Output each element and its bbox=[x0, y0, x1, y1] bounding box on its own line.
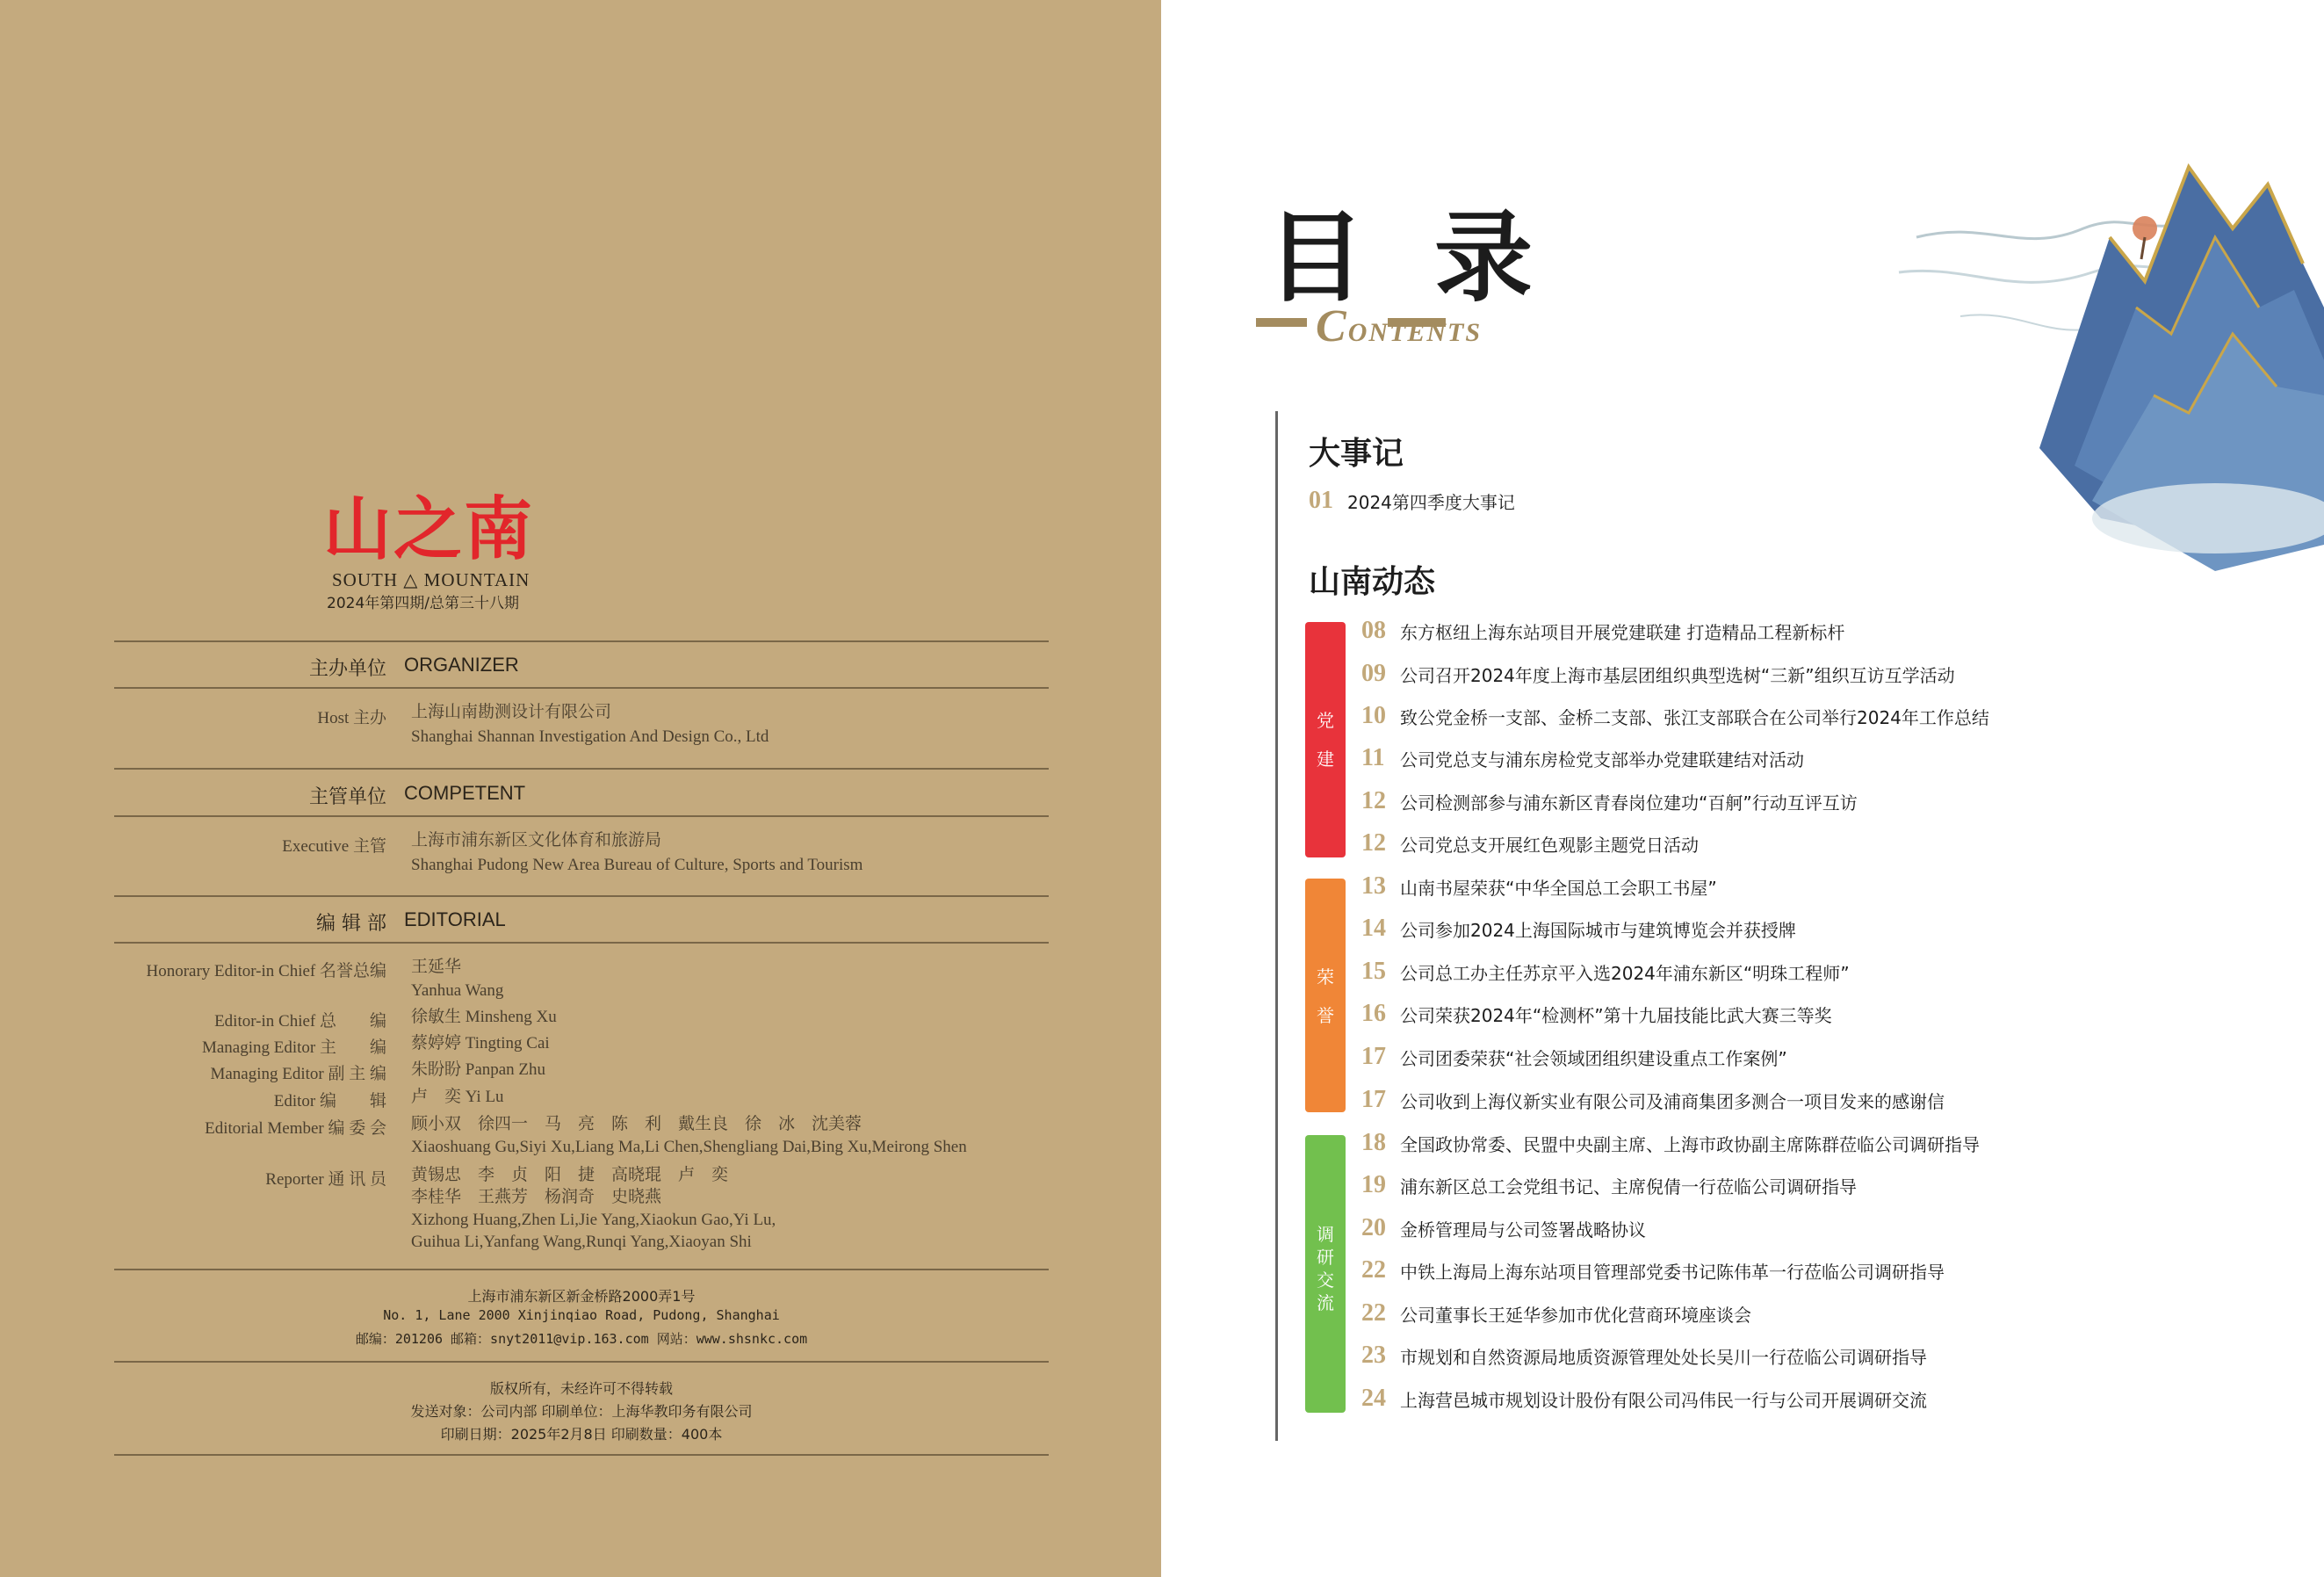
toc-entry[interactable] bbox=[1361, 1256, 1945, 1291]
entry-title: 公司召开2024年度上海市基层团组织典型选树“三新”组织互访互学活动 bbox=[1400, 664, 1955, 686]
entry-title: 中铁上海局上海东站项目管理部党委书记陈伟革一行莅临公司调研指导 bbox=[1400, 1261, 1945, 1283]
entry-title: 公司党总支与浦东房检党支部举办党建联建结对活动 bbox=[1400, 749, 1804, 770]
page-number: 24 bbox=[1361, 1385, 1386, 1412]
entry-title: 全国政协常委、民盟中央副主席、上海市政协副主席陈群莅临公司调研指导 bbox=[1400, 1133, 1980, 1155]
divider bbox=[114, 895, 1049, 897]
toc-entry[interactable] bbox=[1361, 1299, 1751, 1335]
organizer-heading bbox=[105, 654, 519, 680]
entry-title: 致公党金桥一支部、金桥二支部、张江支部联合在公司举行2024年工作总结 bbox=[1400, 706, 1989, 728]
toc-entry[interactable] bbox=[1361, 744, 1804, 779]
address-cn: 上海市浦东新区新金桥路2000弄1号 bbox=[467, 1288, 696, 1305]
page-number: 14 bbox=[1361, 915, 1386, 942]
editorial-label-cn: 编 辑 部 bbox=[316, 913, 386, 935]
toc-entry[interactable] bbox=[1361, 1043, 1787, 1078]
page-number: 22 bbox=[1361, 1299, 1386, 1327]
divider bbox=[114, 942, 1049, 944]
divider bbox=[114, 640, 1049, 642]
toc-entry[interactable] bbox=[1361, 829, 1699, 864]
entry-title: 市规划和自然资源局地质资源管理处处长吴川一行莅临公司调研指导 bbox=[1400, 1346, 1927, 1368]
page-number: 01 bbox=[1309, 487, 1333, 514]
distribution-info: 发送对象：公司内部 印刷单位：上海华教印务有限公司 bbox=[410, 1403, 753, 1420]
contents-title-en bbox=[1316, 300, 1482, 352]
editorial-member: 朱盼盼 Panpan Zhu bbox=[411, 1060, 546, 1079]
entry-title: 东方枢纽上海东站项目开展党建联建 打造精品工程新标杆 bbox=[1400, 621, 1845, 643]
address-en: No. 1, Lane 2000 Xinjinqiao Road, Pudong, Shanghai bbox=[383, 1307, 780, 1323]
divider bbox=[114, 687, 1049, 689]
page-number: 10 bbox=[1361, 702, 1386, 729]
toc-entry[interactable] bbox=[1361, 1342, 1927, 1377]
toc-entry[interactable] bbox=[1361, 1385, 1927, 1420]
editorial-role-label: Reporter 通 讯 员 bbox=[265, 1170, 386, 1189]
competent-label-cn: 主管单位 bbox=[308, 786, 386, 808]
toc-entry[interactable] bbox=[1361, 872, 1717, 908]
category-tag-honor: 荣 誉 bbox=[1305, 879, 1346, 1112]
editorial-member: 王延华 bbox=[411, 958, 462, 976]
magazine-title: 山之南 bbox=[323, 489, 535, 569]
toc-entry[interactable] bbox=[1361, 915, 1796, 950]
contents-title: 目 录 bbox=[1267, 200, 1550, 315]
editorial-role-label: Honorary Editor-in Chief 名誉总编 bbox=[146, 962, 386, 980]
toc-entry[interactable] bbox=[1361, 1086, 1945, 1121]
page-number: 17 bbox=[1361, 1043, 1386, 1070]
toc-entry[interactable] bbox=[1361, 702, 1989, 737]
editorial-member: 李桂华 王燕芳 杨润奇 史晓燕 bbox=[411, 1188, 662, 1206]
toc-entry[interactable] bbox=[1361, 1129, 1980, 1164]
divider bbox=[114, 1269, 1049, 1270]
entry-title: 上海营邑城市规划设计股份有限公司冯伟民一行与公司开展调研交流 bbox=[1400, 1389, 1927, 1411]
editorial-member: 卢 奕 Yi Lu bbox=[411, 1088, 504, 1106]
title-underline bbox=[1256, 318, 1307, 327]
executive-label: Executive 主管 bbox=[282, 837, 386, 856]
editorial-member: Xizhong Huang,Zhen Li,Jie Yang,Xiaokun Gao,Yi Lu, bbox=[411, 1211, 776, 1229]
entry-title: 公司党总支开展红色观影主题党日活动 bbox=[1400, 834, 1699, 856]
category-tag-research: 调 研 交 流 bbox=[1305, 1135, 1346, 1413]
category-tag-party: 党 建 bbox=[1305, 622, 1346, 857]
page-number: 08 bbox=[1361, 617, 1386, 644]
page-number: 09 bbox=[1361, 660, 1386, 687]
contents-title-initial: C bbox=[1316, 301, 1348, 351]
editorial-member: Yanhua Wang bbox=[411, 981, 504, 1000]
editorial-role-label: Editor 编 辑 bbox=[273, 1092, 386, 1110]
host-name-en: Shanghai Shannan Investigation And Design Co., Ltd bbox=[411, 727, 769, 746]
page-number: 18 bbox=[1361, 1129, 1386, 1156]
page-number: 20 bbox=[1361, 1214, 1386, 1241]
section-heading-events: 大事记 bbox=[1309, 435, 1404, 472]
editorial-member: Guihua Li,Yanfang Wang,Runqi Yang,Xiaoyan Shi bbox=[411, 1233, 752, 1251]
contents-page bbox=[1161, 0, 2324, 1577]
editorial-member: 黄锡忠 李 贞 阳 捷 高晓琨 卢 奕 bbox=[411, 1166, 729, 1184]
divider bbox=[114, 815, 1049, 817]
mountain-illustration bbox=[1881, 132, 2324, 580]
executive-name-cn: 上海市浦东新区文化体育和旅游局 bbox=[411, 831, 662, 850]
toc-entry[interactable] bbox=[1361, 958, 1850, 993]
entry-title: 山南书屋荣获“中华全国总工会职工书屋” bbox=[1400, 877, 1717, 899]
page-number: 12 bbox=[1361, 787, 1386, 814]
editorial-label-en: EDITORIAL bbox=[404, 908, 506, 930]
page-number: 16 bbox=[1361, 1000, 1386, 1027]
entry-title: 公司总工办主任苏京平入选2024年浦东新区“明珠工程师” bbox=[1400, 962, 1850, 984]
editorial-member: 蔡婷婷 Tingting Cai bbox=[411, 1034, 550, 1053]
divider bbox=[114, 1361, 1049, 1363]
magazine-subtitle: SOUTH △ MOUNTAIN bbox=[332, 569, 530, 590]
executive-name-en: Shanghai Pudong New Area Bureau of Culture, Sports and Tourism bbox=[411, 856, 863, 874]
toc-entry[interactable] bbox=[1361, 1000, 1832, 1035]
print-info: 印刷日期：2025年2月8日 印刷数量：400本 bbox=[440, 1426, 723, 1443]
toc-entry[interactable] bbox=[1361, 1171, 1857, 1206]
competent-label-en: COMPETENT bbox=[404, 782, 526, 804]
editorial-role-label: Editor-in Chief 总 编 bbox=[214, 1012, 386, 1031]
editorial-member: 顾小双 徐四一 马 亮 陈 利 戴生良 徐 冰 沈美蓉 bbox=[411, 1115, 862, 1133]
entry-title: 公司收到上海仪新实业有限公司及浦商集团多测合一项目发来的感谢信 bbox=[1400, 1090, 1945, 1112]
host-name-cn: 上海山南勘测设计有限公司 bbox=[411, 703, 612, 721]
section-heading-news: 山南动态 bbox=[1309, 563, 1436, 600]
toc-entry[interactable] bbox=[1361, 787, 1858, 822]
editorial-role-label: Managing Editor 主 编 bbox=[201, 1038, 386, 1057]
toc-entry[interactable] bbox=[1309, 487, 1515, 522]
organizer-label-en: ORGANIZER bbox=[404, 654, 519, 676]
editorial-heading bbox=[105, 908, 506, 935]
toc-entry[interactable] bbox=[1361, 1214, 1646, 1249]
entry-title: 公司董事长王延华参加市优化营商环境座谈会 bbox=[1400, 1304, 1751, 1326]
copyright-notice: 版权所有，未经许可不得转载 bbox=[489, 1380, 673, 1397]
colophon-page bbox=[0, 0, 1161, 1577]
toc-entry[interactable] bbox=[1361, 660, 1955, 695]
toc-entry[interactable] bbox=[1361, 617, 1844, 652]
entry-title: 金桥管理局与公司签署战略协议 bbox=[1400, 1219, 1646, 1241]
page-number: 22 bbox=[1361, 1256, 1386, 1284]
issue-number: 2024年第四期/总第三十八期 bbox=[327, 595, 519, 612]
page-number: 15 bbox=[1361, 958, 1386, 985]
page-number: 12 bbox=[1361, 829, 1386, 857]
entry-title: 公司检测部参与浦东新区青春岗位建功“百舸”行动互评互访 bbox=[1400, 792, 1858, 814]
page-number: 13 bbox=[1361, 872, 1386, 900]
entry-title: 2024第四季度大事记 bbox=[1347, 491, 1515, 513]
page-number: 11 bbox=[1361, 744, 1385, 771]
editorial-member: 徐敏生 Minsheng Xu bbox=[411, 1008, 557, 1026]
page-number: 17 bbox=[1361, 1086, 1386, 1113]
organizer-label-cn: 主办单位 bbox=[308, 658, 386, 680]
contact-info: 邮编：201206 邮箱：snyt2011@vip.163.com 网站：www.shsnkc.com bbox=[355, 1331, 808, 1347]
editorial-member: Xiaoshuang Gu,Siyi Xu,Liang Ma,Li Chen,Shengliang Dai,Bing Xu,Meirong Shen bbox=[411, 1138, 967, 1156]
editorial-role-label: Managing Editor 副 主 编 bbox=[210, 1065, 386, 1083]
page-number: 19 bbox=[1361, 1171, 1386, 1198]
divider bbox=[114, 1454, 1049, 1456]
competent-heading bbox=[105, 782, 526, 808]
contents-rule bbox=[1275, 411, 1278, 1441]
entry-title: 浦东新区总工会党组书记、主席倪倩一行莅临公司调研指导 bbox=[1400, 1176, 1857, 1197]
entry-title: 公司团委荣获“社会领域团组织建设重点工作案例” bbox=[1400, 1047, 1787, 1069]
editorial-role-label: Editorial Member 编 委 会 bbox=[205, 1119, 386, 1138]
page-number: 23 bbox=[1361, 1342, 1386, 1369]
host-label: Host 主办 bbox=[317, 709, 386, 727]
contents-title-rest: ONTENTS bbox=[1347, 318, 1483, 347]
entry-title: 公司荣获2024年“检测杯”第十九届技能比武大赛三等奖 bbox=[1400, 1004, 1832, 1026]
entry-title: 公司参加2024上海国际城市与建筑博览会并获授牌 bbox=[1400, 919, 1796, 941]
divider bbox=[114, 768, 1049, 770]
